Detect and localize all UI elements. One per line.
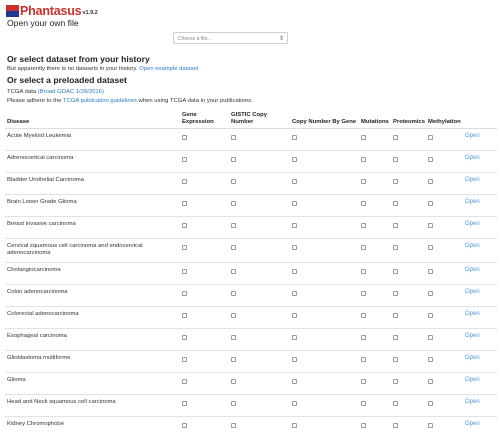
checkbox-cell xyxy=(290,238,359,262)
checkbox-cell xyxy=(180,172,229,194)
open-dataset-link[interactable]: Open xyxy=(465,398,480,405)
checkbox-cell xyxy=(426,416,463,438)
checkbox-cell xyxy=(359,416,391,438)
dataset-checkbox[interactable] xyxy=(292,179,297,184)
dataset-checkbox[interactable] xyxy=(292,313,297,318)
table-row xyxy=(5,150,497,172)
dataset-checkbox[interactable] xyxy=(361,157,366,162)
app-header xyxy=(6,3,98,17)
dataset-checkbox[interactable] xyxy=(292,201,297,206)
dataset-checkbox[interactable] xyxy=(428,245,433,250)
app-name: Phantasus xyxy=(20,4,82,18)
checkbox-cell xyxy=(359,216,391,238)
dataset-checkbox[interactable] xyxy=(361,201,366,206)
dataset-checkbox[interactable] xyxy=(361,357,366,362)
dataset-checkbox[interactable] xyxy=(361,245,366,250)
chevron-updown-icon: ⇕ xyxy=(278,35,284,42)
disease-name: Cervical squamous cell carcinoma and endocervical adenocarcinoma xyxy=(5,238,180,262)
checkbox-cell xyxy=(229,262,290,284)
dataset-checkbox[interactable] xyxy=(231,157,236,162)
dataset-checkbox[interactable] xyxy=(361,313,366,318)
dataset-checkbox[interactable] xyxy=(393,357,398,362)
checkbox-cell xyxy=(391,150,426,172)
checkbox-cell xyxy=(426,128,463,150)
open-cell xyxy=(463,150,497,172)
checkbox-cell xyxy=(290,194,359,216)
dataset-checkbox[interactable] xyxy=(361,291,366,296)
app-version: v1.9.2 xyxy=(82,10,98,16)
dataset-checkbox[interactable] xyxy=(361,179,366,184)
checkbox-cell xyxy=(180,306,229,328)
dataset-checkbox[interactable] xyxy=(393,223,398,228)
dataset-checkbox[interactable] xyxy=(182,179,187,184)
checkbox-cell xyxy=(391,394,426,416)
table-row xyxy=(5,262,497,284)
dataset-checkbox[interactable] xyxy=(182,201,187,206)
dataset-checkbox[interactable] xyxy=(182,423,187,428)
broad-gdac-link[interactable]: (Broad GDAC 1/28/2016) xyxy=(37,89,104,95)
dataset-checkbox[interactable] xyxy=(231,401,236,406)
dataset-checkbox[interactable] xyxy=(428,379,433,384)
dataset-checkbox[interactable] xyxy=(393,269,398,274)
checkbox-cell xyxy=(180,372,229,394)
open-dataset-link[interactable]: Open xyxy=(465,154,480,161)
checkbox-cell xyxy=(359,328,391,350)
checkbox-cell xyxy=(180,284,229,306)
checkbox-cell xyxy=(180,350,229,372)
checkbox-cell xyxy=(180,238,229,262)
table-row xyxy=(5,394,497,416)
checkbox-cell xyxy=(391,284,426,306)
dataset-checkbox[interactable] xyxy=(182,135,187,140)
open-dataset-link[interactable]: Open xyxy=(465,354,480,361)
dataset-checkbox[interactable] xyxy=(361,401,366,406)
checkbox-cell xyxy=(229,128,290,150)
disease-name: Brain Lower Grade Glioma xyxy=(5,194,180,216)
tcga-label: TCGA data xyxy=(7,89,38,95)
dataset-checkbox[interactable] xyxy=(292,379,297,384)
dataset-checkbox[interactable] xyxy=(182,401,187,406)
checkbox-cell xyxy=(180,262,229,284)
checkbox-cell xyxy=(290,284,359,306)
dataset-checkbox[interactable] xyxy=(393,201,398,206)
dataset-checkbox[interactable] xyxy=(393,245,398,250)
table-row xyxy=(5,328,497,350)
dataset-checkbox[interactable] xyxy=(231,313,236,318)
open-cell xyxy=(463,194,497,216)
checkbox-cell xyxy=(290,128,359,150)
table-row xyxy=(5,284,497,306)
guidelines-suffix: when using TCGA data in your publications. xyxy=(136,98,253,104)
dataset-checkbox[interactable] xyxy=(182,269,187,274)
dataset-checkbox[interactable] xyxy=(428,179,433,184)
dataset-checkbox[interactable] xyxy=(361,223,366,228)
dataset-checkbox[interactable] xyxy=(231,291,236,296)
checkbox-cell xyxy=(426,328,463,350)
checkbox-cell xyxy=(180,394,229,416)
checkbox-cell xyxy=(290,262,359,284)
dataset-checkbox[interactable] xyxy=(361,423,366,428)
checkbox-cell xyxy=(359,262,391,284)
disease-name: Colorectal adenocarcinoma xyxy=(5,306,180,328)
dataset-checkbox[interactable] xyxy=(231,135,236,140)
dataset-checkbox[interactable] xyxy=(292,157,297,162)
table-row xyxy=(5,306,497,328)
checkbox-cell xyxy=(229,350,290,372)
open-dataset-link[interactable]: Open xyxy=(465,176,480,183)
open-example-dataset-link[interactable]: Open example dataset xyxy=(139,66,199,72)
open-cell xyxy=(463,238,497,262)
checkbox-cell xyxy=(359,284,391,306)
checkbox-cell xyxy=(426,350,463,372)
history-empty-message: But apparently there is no datasets in your history. xyxy=(7,66,138,72)
dataset-checkbox[interactable] xyxy=(428,401,433,406)
open-cell xyxy=(463,128,497,150)
checkbox-cell xyxy=(229,172,290,194)
dataset-checkbox[interactable] xyxy=(361,379,366,384)
dataset-checkbox[interactable] xyxy=(292,423,297,428)
dataset-checkbox[interactable] xyxy=(231,201,236,206)
dataset-checkbox[interactable] xyxy=(292,335,297,340)
open-file-heading: Open your own file xyxy=(7,18,79,28)
dataset-checkbox[interactable] xyxy=(292,269,297,274)
history-heading: Or select dataset from your history xyxy=(7,54,150,64)
checkbox-cell xyxy=(391,238,426,262)
checkbox-cell xyxy=(359,150,391,172)
checkbox-cell xyxy=(426,150,463,172)
dataset-checkbox[interactable] xyxy=(182,357,187,362)
col-header: Copy Number By Gene xyxy=(290,107,359,128)
checkbox-cell xyxy=(180,416,229,438)
checkbox-cell xyxy=(229,372,290,394)
checkbox-cell xyxy=(229,328,290,350)
checkbox-cell xyxy=(290,372,359,394)
checkbox-cell xyxy=(290,328,359,350)
disease-name: Colon adenocarcinoma xyxy=(5,284,180,306)
dataset-checkbox[interactable] xyxy=(393,335,398,340)
open-dataset-link[interactable]: Open xyxy=(465,288,480,295)
dataset-checkbox[interactable] xyxy=(393,291,398,296)
checkbox-cell xyxy=(180,194,229,216)
dataset-checkbox[interactable] xyxy=(428,157,433,162)
open-cell xyxy=(463,262,497,284)
col-header: Methylation xyxy=(426,107,463,128)
phantasus-logo-icon xyxy=(6,5,19,17)
dataset-checkbox[interactable] xyxy=(182,379,187,384)
checkbox-cell xyxy=(391,194,426,216)
dataset-checkbox[interactable] xyxy=(428,223,433,228)
open-cell xyxy=(463,216,497,238)
checkbox-cell xyxy=(426,262,463,284)
checkbox-cell xyxy=(359,172,391,194)
checkbox-cell xyxy=(229,194,290,216)
dataset-checkbox[interactable] xyxy=(231,179,236,184)
table-row xyxy=(5,416,497,438)
checkbox-cell xyxy=(391,328,426,350)
checkbox-cell xyxy=(426,372,463,394)
preloaded-heading: Or select a preloaded dataset xyxy=(7,75,127,85)
disease-name: Cholangiocarcinoma xyxy=(5,262,180,284)
guidelines-prefix: Please adhere to the xyxy=(7,98,63,104)
dataset-checkbox[interactable] xyxy=(292,401,297,406)
checkbox-cell xyxy=(426,216,463,238)
checkbox-cell xyxy=(391,306,426,328)
col-header: Gene Expression xyxy=(180,107,229,128)
table-row xyxy=(5,216,497,238)
dataset-checkbox[interactable] xyxy=(182,245,187,250)
open-cell xyxy=(463,328,497,350)
dataset-checkbox[interactable] xyxy=(231,357,236,362)
checkbox-cell xyxy=(229,394,290,416)
checkbox-cell xyxy=(391,128,426,150)
dataset-checkbox[interactable] xyxy=(393,379,398,384)
checkbox-cell xyxy=(180,150,229,172)
open-cell xyxy=(463,172,497,194)
checkbox-cell xyxy=(180,328,229,350)
dataset-checkbox[interactable] xyxy=(292,357,297,362)
col-header: Disease xyxy=(5,107,180,128)
dataset-checkbox[interactable] xyxy=(393,157,398,162)
file-select-dropdown[interactable] xyxy=(173,32,288,44)
table-row xyxy=(5,372,497,394)
table-row xyxy=(5,128,497,150)
checkbox-cell xyxy=(180,128,229,150)
tcga-guidelines-line xyxy=(7,98,253,104)
disease-name: Adrenocortical carcinoma xyxy=(5,150,180,172)
disease-name: Glioblastoma multiforme xyxy=(5,350,180,372)
col-header: GISTIC Copy Number xyxy=(229,107,290,128)
checkbox-cell xyxy=(426,194,463,216)
dataset-checkbox[interactable] xyxy=(361,135,366,140)
disease-name: Bladder Urothelial Carcinoma xyxy=(5,172,180,194)
col-header: Proteomics xyxy=(391,107,426,128)
table-row xyxy=(5,350,497,372)
dataset-checkbox[interactable] xyxy=(182,157,187,162)
open-cell xyxy=(463,416,497,438)
checkbox-cell xyxy=(359,238,391,262)
checkbox-cell xyxy=(426,238,463,262)
checkbox-cell xyxy=(229,284,290,306)
checkbox-cell xyxy=(290,172,359,194)
checkbox-cell xyxy=(359,128,391,150)
checkbox-cell xyxy=(229,238,290,262)
dataset-checkbox[interactable] xyxy=(428,201,433,206)
dataset-checkbox[interactable] xyxy=(292,223,297,228)
dataset-checkbox[interactable] xyxy=(231,335,236,340)
open-cell xyxy=(463,350,497,372)
dataset-checkbox[interactable] xyxy=(231,379,236,384)
dataset-checkbox[interactable] xyxy=(182,291,187,296)
dataset-checkbox[interactable] xyxy=(428,335,433,340)
dataset-checkbox[interactable] xyxy=(231,269,236,274)
file-select-placeholder: Choose a file... xyxy=(178,35,212,42)
table-row xyxy=(5,172,497,194)
disease-name: Kidney Chromophobe xyxy=(5,416,180,438)
checkbox-cell xyxy=(229,150,290,172)
checkbox-cell xyxy=(229,306,290,328)
checkbox-cell xyxy=(391,372,426,394)
dataset-checkbox[interactable] xyxy=(428,357,433,362)
tcga-data-line xyxy=(7,89,104,95)
disease-name: Esophageal carcinoma xyxy=(5,328,180,350)
checkbox-cell xyxy=(359,394,391,416)
open-dataset-link[interactable]: Open xyxy=(465,132,480,139)
checkbox-cell xyxy=(426,306,463,328)
dataset-checkbox[interactable] xyxy=(428,313,433,318)
open-dataset-link[interactable]: Open xyxy=(465,220,480,227)
checkbox-cell xyxy=(359,194,391,216)
open-dataset-link[interactable]: Open xyxy=(465,266,480,273)
checkbox-cell xyxy=(359,350,391,372)
col-header: Mutations xyxy=(359,107,391,128)
table-header-row xyxy=(5,107,497,128)
dataset-checkbox[interactable] xyxy=(292,291,297,296)
checkbox-cell xyxy=(290,150,359,172)
dataset-checkbox[interactable] xyxy=(231,223,236,228)
dataset-checkbox[interactable] xyxy=(393,401,398,406)
checkbox-cell xyxy=(426,172,463,194)
table-row xyxy=(5,194,497,216)
dataset-checkbox[interactable] xyxy=(393,135,398,140)
dataset-checkbox[interactable] xyxy=(231,423,236,428)
checkbox-cell xyxy=(426,284,463,306)
dataset-checkbox[interactable] xyxy=(428,291,433,296)
history-message-line xyxy=(7,66,198,72)
dataset-checkbox[interactable] xyxy=(393,423,398,428)
open-cell xyxy=(463,372,497,394)
checkbox-cell xyxy=(290,416,359,438)
tcga-guidelines-link[interactable]: TCGA publication guidelines xyxy=(62,98,137,104)
disease-name: Glioma xyxy=(5,372,180,394)
open-dataset-link[interactable]: Open xyxy=(465,420,480,427)
checkbox-cell xyxy=(290,306,359,328)
disease-name: Head and Neck squamous cell carcinoma xyxy=(5,394,180,416)
dataset-checkbox[interactable] xyxy=(393,313,398,318)
dataset-checkbox[interactable] xyxy=(361,335,366,340)
open-dataset-link[interactable]: Open xyxy=(465,376,480,383)
disease-name: Breast invasive carcinoma xyxy=(5,216,180,238)
checkbox-cell xyxy=(391,416,426,438)
checkbox-cell xyxy=(359,372,391,394)
checkbox-cell xyxy=(391,350,426,372)
checkbox-cell xyxy=(391,216,426,238)
checkbox-cell xyxy=(391,172,426,194)
checkbox-cell xyxy=(229,216,290,238)
open-dataset-link[interactable]: Open xyxy=(465,332,480,339)
dataset-checkbox[interactable] xyxy=(393,179,398,184)
checkbox-cell xyxy=(359,306,391,328)
dataset-checkbox[interactable] xyxy=(292,135,297,140)
checkbox-cell xyxy=(391,262,426,284)
dataset-checkbox[interactable] xyxy=(361,269,366,274)
open-cell xyxy=(463,394,497,416)
checkbox-cell xyxy=(290,350,359,372)
open-cell xyxy=(463,284,497,306)
dataset-checkbox[interactable] xyxy=(292,245,297,250)
checkbox-cell xyxy=(290,394,359,416)
checkbox-cell xyxy=(426,394,463,416)
checkbox-cell xyxy=(290,216,359,238)
checkbox-cell xyxy=(229,416,290,438)
col-header xyxy=(463,107,497,128)
dataset-table xyxy=(5,107,497,438)
dataset-checkbox[interactable] xyxy=(182,335,187,340)
dataset-checkbox[interactable] xyxy=(182,223,187,228)
open-dataset-link[interactable]: Open xyxy=(465,198,480,205)
open-cell xyxy=(463,306,497,328)
dataset-checkbox[interactable] xyxy=(428,423,433,428)
open-dataset-link[interactable]: Open xyxy=(465,242,480,249)
dataset-checkbox[interactable] xyxy=(428,269,433,274)
open-dataset-link[interactable]: Open xyxy=(465,310,480,317)
dataset-checkbox[interactable] xyxy=(231,245,236,250)
disease-name: Acute Myeloid Leukemia xyxy=(5,128,180,150)
checkbox-cell xyxy=(180,216,229,238)
dataset-checkbox[interactable] xyxy=(182,313,187,318)
dataset-checkbox[interactable] xyxy=(428,135,433,140)
table-row xyxy=(5,238,497,262)
